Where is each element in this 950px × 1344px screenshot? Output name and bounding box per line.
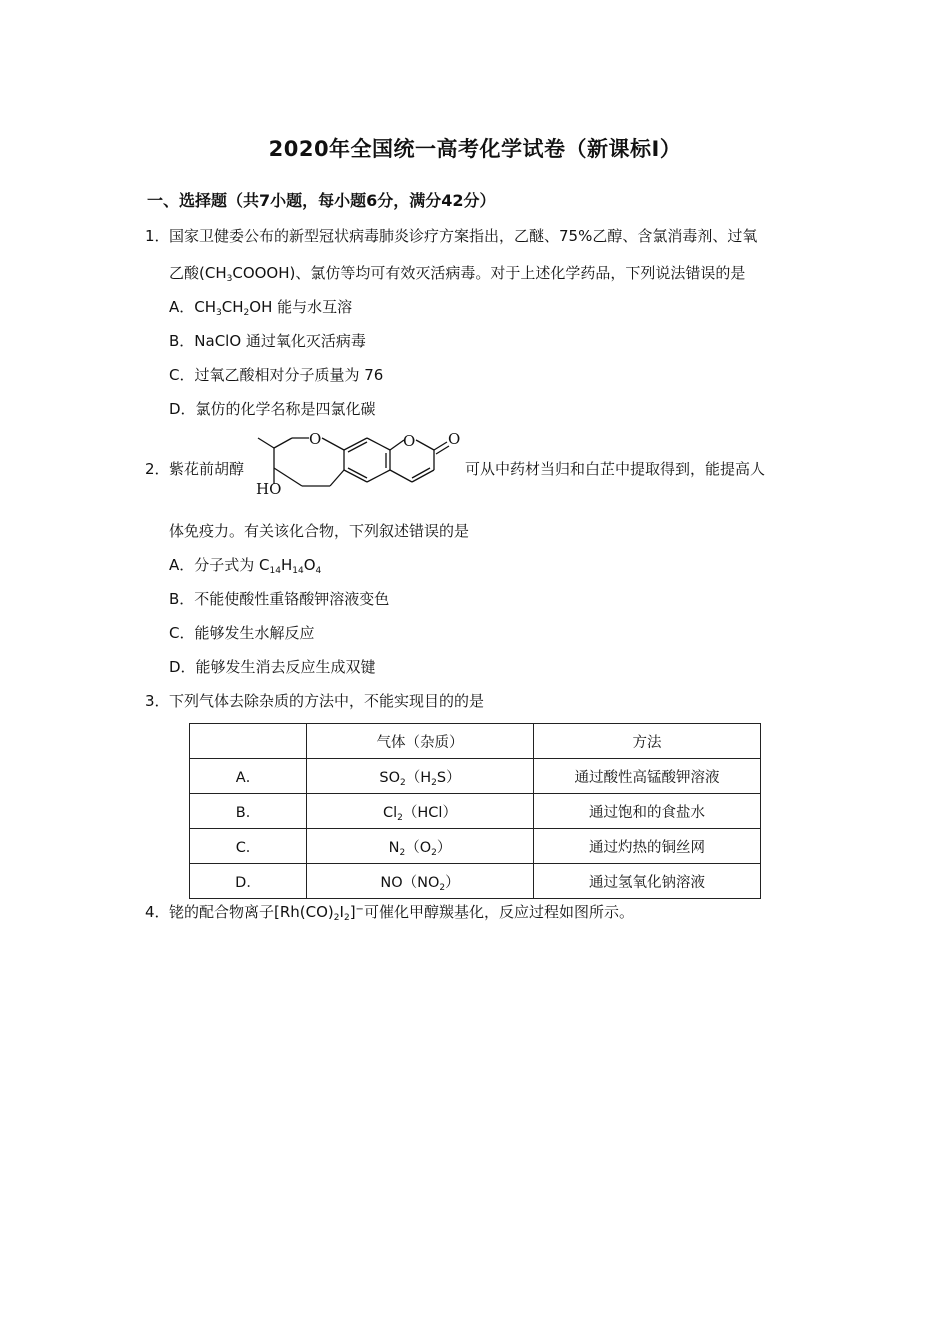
- table-header-row: [190, 724, 761, 759]
- mol-atom-ho: HO: [256, 480, 282, 498]
- q4-stem: 铑的配合物离子$[Rh(CO)_2I_2]^-$可催化甲醇羰基化，反应过程如图所示。: [169, 903, 634, 923]
- mol-atom-o1: O: [309, 430, 322, 448]
- q1-option-c: C．过氧乙酸相对分子质量为 76: [169, 366, 384, 384]
- q1-option-a: A．$CH_3CH_2OH$ 能与水互溶: [169, 298, 353, 318]
- table-header-cell: 气体（杂质）: [307, 724, 534, 759]
- q4-number: 4．: [145, 903, 170, 921]
- q1-stem-line1: 国家卫健委公布的新型冠状病毒肺炎诊疗方案指出，乙醚、75%乙醇、含氯消毒剂、过氧: [169, 227, 758, 245]
- q2-option-a: A．分子式为 $C_{14}H_{14}O_4$: [169, 556, 322, 576]
- table-row: [190, 864, 761, 899]
- q2-stem-tail: 可从中药材当归和白芷中提取得到，能提高人: [465, 460, 766, 478]
- table-cell-option: B．: [190, 794, 307, 829]
- table-cell-method: 通过灼热的铜丝网: [534, 829, 761, 864]
- q1-stem-line2: 乙酸$(CH_3COOOH)$、氯仿等均可有效灭活病毒。对于上述化学药品，下列说法错误的是: [169, 264, 746, 284]
- table-cell-gas: $SO_2(H_2S)$: [307, 759, 534, 794]
- q3-number: 3．: [145, 692, 170, 710]
- table-cell-option: A．: [190, 759, 307, 794]
- table-cell-method: 通过酸性高锰酸钾溶液: [534, 759, 761, 794]
- q2-option-c: C．能够发生水解反应: [169, 624, 315, 642]
- table-header-cell: 方法: [534, 724, 761, 759]
- table-row: [190, 759, 761, 794]
- section-heading: 一、选择题（共7小题，每小题6分，满分42分）: [147, 191, 496, 210]
- q2-stem-line2: 体免疫力。有关该化合物，下列叙述错误的是: [169, 522, 470, 540]
- q3-stem: 下列气体去除杂质的方法中，不能实现目的的是: [169, 692, 485, 710]
- table-cell-method: 通过饱和的食盐水: [534, 794, 761, 829]
- table-cell-method: 通过氢氧化钠溶液: [534, 864, 761, 899]
- table-cell-gas: $Cl_2(HCl)$: [307, 794, 534, 829]
- table-header-cell: [190, 724, 307, 759]
- mol-atom-o2: O: [403, 432, 416, 450]
- q2-stem-lead: 紫花前胡醇: [169, 460, 245, 478]
- page-title: 2020年全国统一高考化学试卷（新课标Ⅰ）: [268, 137, 682, 161]
- table-cell-option: C．: [190, 829, 307, 864]
- table-cell-gas: $N_2(O_2)$: [307, 829, 534, 864]
- molecule-structure-image: [252, 426, 467, 501]
- q2-number: 2．: [145, 460, 170, 478]
- table-cell-gas: $NO(NO_2)$: [307, 864, 534, 899]
- table-row: [190, 829, 761, 864]
- table-row: [190, 794, 761, 829]
- q2-option-d: D．能够发生消去反应生成双键: [169, 658, 376, 676]
- mol-atom-o3: O: [448, 430, 461, 448]
- q3-options-table: [189, 723, 761, 899]
- table-cell-option: D．: [190, 864, 307, 899]
- q2-option-b: B．不能使酸性重铬酸钾溶液变色: [169, 590, 390, 608]
- q1-number: 1．: [145, 227, 170, 245]
- q1-option-d: D．氯仿的化学名称是四氯化碳: [169, 400, 376, 418]
- q1-option-b: B．NaClO 通过氧化灭活病毒: [169, 332, 366, 350]
